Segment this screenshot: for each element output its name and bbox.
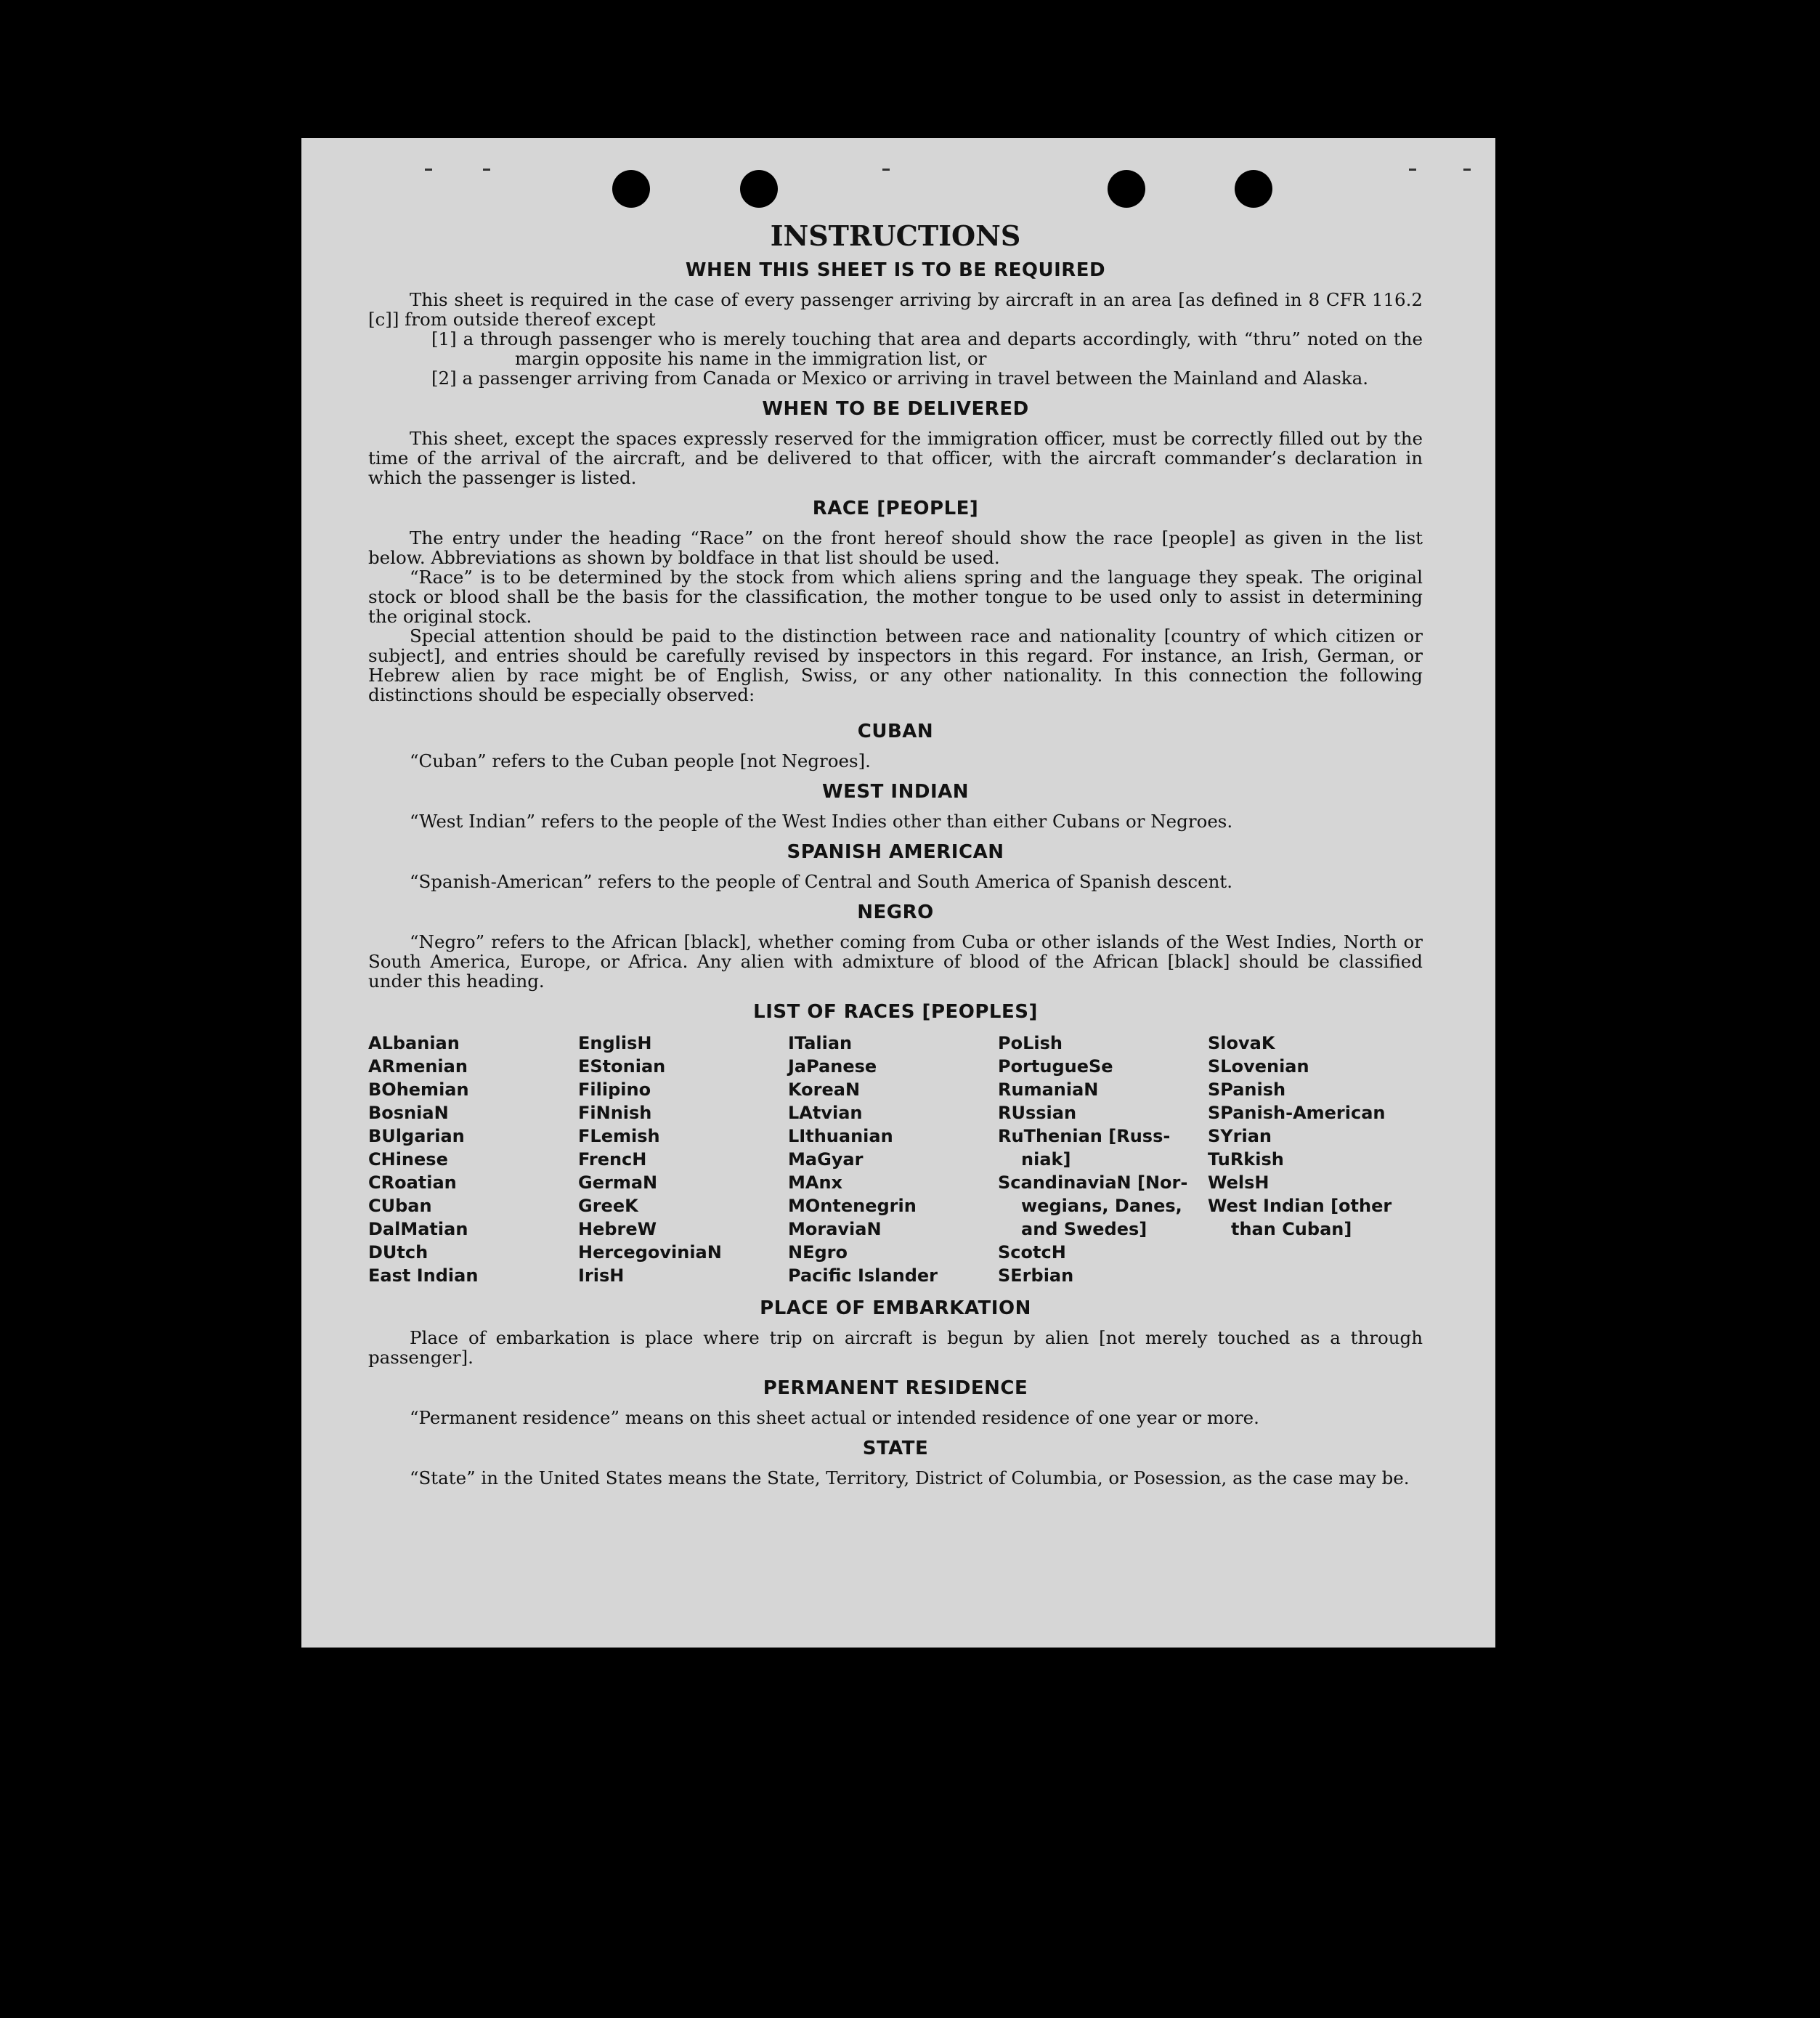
race-item: MaGyar [788,1149,864,1170]
section-west-indian [368,781,1423,831]
paragraph: Place of embarkation is place where trip on aircraft is begun by alien [not merely touched as a through passenger]. [368,1327,1423,1368]
paragraph: “Cuban” refers to the Cuban people [not Negroes]. [410,750,871,771]
section-delivered [368,398,1423,487]
races-column [1208,1032,1418,1287]
paragraph: “Spanish-American” refers to the people of Central and South America of Spanish descent. [410,871,1233,892]
race-item: niak] [1021,1149,1071,1170]
edge-mark [425,169,432,171]
paragraph: The entry under the heading “Race” on the front hereof should show the race [people] as given in the list below. Abbreviations as shown by boldface in that list should be used. [368,527,1423,568]
punch-hole [740,170,778,208]
paragraph: “West Indian” refers to the people of the West Indies other than either Cubans or Negroes. [410,811,1233,832]
section-heading: SPANISH AMERICAN [787,841,1004,863]
race-item: Pacific Islander [788,1265,938,1286]
race-item: DUtch [368,1242,428,1263]
race-item: FLemish [578,1126,660,1146]
races-column [578,1032,788,1287]
punch-hole [1235,170,1272,208]
race-item: MoraviaN [788,1219,882,1239]
races-column [788,1032,998,1287]
race-item: BUlgarian [368,1126,465,1146]
race-item: CHinese [368,1149,448,1170]
race-item: RumaniaN [998,1079,1099,1100]
race-item: TuRkish [1208,1149,1284,1170]
race-item: HercegoviniaN [578,1242,722,1263]
race-item: CRoatian [368,1172,457,1193]
race-item: WelsH [1208,1172,1269,1193]
race-item: West Indian [other [1208,1196,1392,1216]
race-item: FiNnish [578,1103,652,1123]
race-item: GermaN [578,1172,658,1193]
race-item: MAnx [788,1172,843,1193]
race-item: PoLish [998,1033,1063,1053]
race-item: SErbian [998,1265,1074,1286]
section-heading: PLACE OF EMBARKATION [760,1297,1031,1319]
section-heading: RACE [PEOPLE] [812,498,979,519]
punch-hole [1108,170,1145,208]
race-item: BosniaN [368,1103,449,1123]
edge-mark [1463,169,1471,171]
race-item: ITalian [788,1033,853,1053]
section-cuban [368,721,1423,771]
section-heading: LIST OF RACES [PEOPLES] [753,1001,1038,1023]
document-page [301,138,1495,1648]
race-item: East Indian [368,1265,479,1286]
section-heading: STATE [862,1438,929,1459]
race-item: SYrian [1208,1126,1272,1146]
race-item: BOhemian [368,1079,469,1100]
section-place-of-embarkation [368,1297,1423,1367]
race-item: and Swedes] [1021,1219,1147,1239]
race-item: LAtvian [788,1103,863,1123]
race-item: than Cuban] [1231,1219,1352,1239]
race-item: Filipino [578,1079,651,1100]
race-item: RUssian [998,1103,1077,1123]
paragraph: “Race” is to be determined by the stock from which aliens spring and the language they speak. The original stock or blood shall be the basis for the classification, the mother tongue to be used only to assist in determining the original stock. [368,567,1423,627]
race-item: SPanish [1208,1079,1286,1100]
race-item: ScandinaviaN [Nor- [998,1172,1188,1193]
section-race [368,498,1423,705]
race-item: GreeK [578,1196,638,1216]
paragraph: [1] a through passenger who is merely touching that area and departs accordingly, with “thru” noted on the margin opposite his name in the immigration list, or [431,328,1423,369]
race-item: SLovenian [1208,1056,1309,1077]
races-column [998,1032,1208,1287]
paragraph: “Permanent residence” means on this sheet actual or intended residence of one year or more. [410,1407,1259,1428]
race-item: ARmenian [368,1056,468,1077]
race-item: ScotcH [998,1242,1066,1263]
edge-mark [483,169,490,171]
section-negro [368,901,1423,991]
paragraph: This sheet, except the spaces expressly reserved for the immigration officer, must be correctly filled out by the time of the arrival of the aircraft, and be delivered to that officer, with the aircraft commander’s declaration in which the passenger is listed. [368,428,1423,488]
race-item: HebreW [578,1219,657,1239]
section-heading: NEGRO [857,901,934,923]
race-item: EStonian [578,1056,666,1077]
paragraph: [2] a passenger arriving from Canada or Mexico or arriving in travel between the Mainland and Alaska. [431,368,1369,389]
races-list [368,1032,1423,1287]
section-required [368,259,1423,388]
race-item: LIthuanian [788,1126,893,1146]
section-spanish-american [368,841,1423,891]
race-item: JaPanese [788,1056,877,1077]
race-item: SPanish-American [1208,1103,1386,1123]
race-item: EnglisH [578,1033,652,1053]
paragraph: “Negro” refers to the African [black], whether coming from Cuba or other islands of the West Indies, North or South America, Europe, or Africa. Any alien with admixture of blood of the African [black] should be classified under this heading. [368,931,1423,992]
race-item: NEgro [788,1242,848,1263]
section-state [368,1438,1423,1488]
section-heading: WHEN TO BE DELIVERED [762,398,1029,420]
race-item: CUban [368,1196,432,1216]
section-list-of-races [368,1001,1423,1287]
section-heading: WEST INDIAN [821,781,970,803]
race-item: KoreaN [788,1079,861,1100]
section-heading: CUBAN [857,721,934,742]
race-item: IrisH [578,1265,625,1286]
paragraph: Special attention should be paid to the distinction between race and nationality [country of which citizen or subject], and entries should be carefully revised by inspectors in this regard. For instance, an Irish, German, or Hebrew alien by race might be of English, Swiss, or any other nationality. In this connection the following distinctions should be especially observed: [368,625,1423,705]
race-item: FrencH [578,1149,647,1170]
punch-hole [612,170,650,208]
race-item: PortugueSe [998,1056,1113,1077]
edge-mark [882,169,890,171]
section-heading: PERMANENT RESIDENCE [763,1377,1028,1399]
section-heading: WHEN THIS SHEET IS TO BE REQUIRED [685,259,1106,281]
races-column [368,1032,578,1287]
document-title: INSTRUCTIONS [770,219,1021,252]
edge-mark [1409,169,1416,171]
paragraph: This sheet is required in the case of every passenger arriving by aircraft in an area [as defined in 8 CFR 116.2 [c]] from outside thereof except [368,289,1423,330]
race-item: SlovaK [1208,1033,1275,1053]
race-item: ALbanian [368,1033,460,1053]
section-permanent-residence [368,1377,1423,1427]
race-item: DalMatian [368,1219,468,1239]
race-item: RuThenian [Russ- [998,1126,1171,1146]
race-item: MOntenegrin [788,1196,917,1216]
race-item: wegians, Danes, [1021,1196,1182,1216]
paragraph: “State” in the United States means the State, Territory, District of Columbia, or Posession, as the case may be. [410,1467,1410,1488]
